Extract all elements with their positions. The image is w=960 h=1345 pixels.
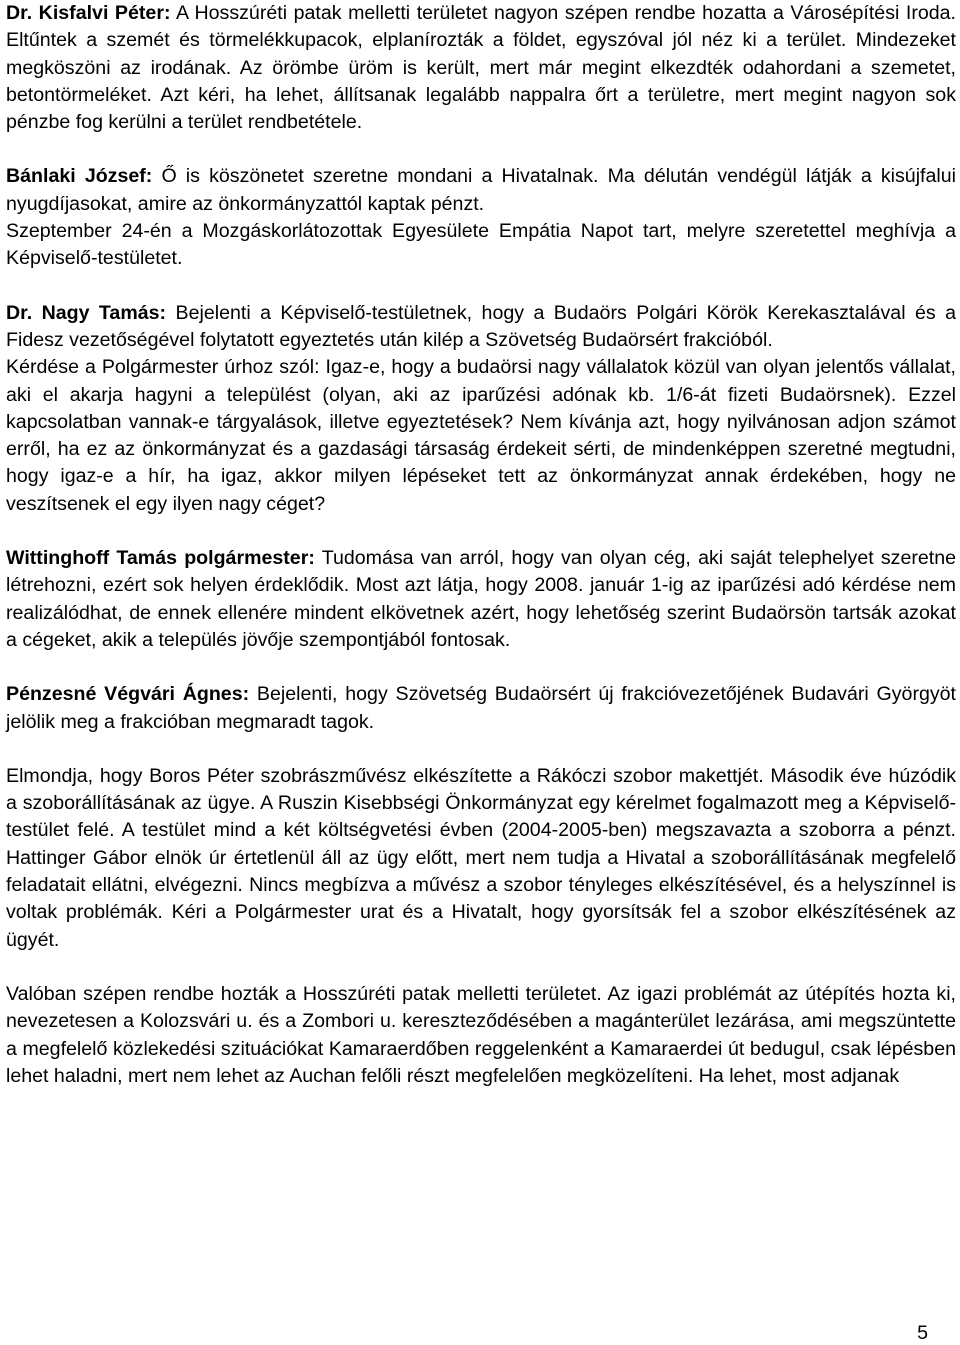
- paragraph-text: A Hosszúréti patak melletti területet nagyon szépen rendbe hozatta a Városépítési Iroda. Eltűntek a szemét és törmelékkupacok, elplanírozták a földet, egyszóval jól néz ki a terület. Mindezeket megköszöni az irodának. Az örömbe üröm is került, mert már megint elkezdték odahordani a szemetet, betontörmeléket. Azt kéri, ha lehet, állítsanak legalább nappalra őrt a területre, mert megint nagyon sok pénzbe fog kerülni a terület rendbetétele.: [6, 2, 956, 134]
- paragraph-text: Bejelenti, hogy Szövetség Budaörsért új frakcióvezetőjének Budavári Györgyöt jelölik meg a frakcióban megmaradt tagok.: [6, 683, 956, 733]
- paragraph-text: Bejelenti a Képviselő-testületnek, hogy a Budaörs Polgári Körök Kerekasztalával és a Fidesz vezetőségével folytatott egyeztetés után kilép a Szövetség Budaörsért frakcióból.: [6, 301, 957, 351]
- paragraph-gap: [6, 954, 956, 981]
- paragraph-banlaki: [6, 163, 956, 218]
- speaker-name: Bánlaki József:: [6, 165, 153, 188]
- paragraph-gap: [6, 518, 956, 545]
- paragraph-text: Kérdése a Polgármester úrhoz szól: Igaz-e, hogy a budaörsi nagy vállalatok közül van olyan jelentős vállalat, aki el akarja hagyni a települést (olyan, aki az iparűzési adónak kb. 1/6-át fizeti Budaörsnek). Ezzel kapcsolatban vannak-e tárgyalások, illetve egyeztetések? Nem kívánja azt, hogy nyilvánosan adjon számot erről, ha ez az önkormányzat és a gazdasági társaság érdekeit sérti, de mindenképpen szeretné megtudni, hogy igaz-e a hír, ha igaz, akkor milyen lépéseket tett az önkormányzat annak érdekében, hogy ne veszítsenek el egy ilyen nagy céget?: [6, 356, 956, 515]
- paragraph-penzesne: [6, 681, 956, 736]
- paragraph-wittinghoff: [6, 545, 956, 654]
- paragraph-text: Tudomása van arról, hogy van olyan cég, aki saját telephelyet szeretne létrehozni, ezért sok helyen érdeklődik. Most azt látja, hogy 2008. január 1-ig az iparűzési adó kérdése nem realizálódhat, de ennek ellenére mindent elkövetnek azért, hogy lehetőség szerint Budaörsön tartsák azokat a cégeket, akik a település jövője szempontjából fontosak.: [6, 547, 957, 651]
- speaker-name: Pénzesné Végvári Ágnes:: [6, 683, 250, 706]
- speaker-name: Dr. Kisfalvi Péter:: [6, 2, 171, 24]
- paragraph-gap: [6, 736, 956, 763]
- paragraph-gap: [6, 273, 956, 300]
- paragraph-text: Elmondja, hogy Boros Péter szobrászművész elkészítette a Rákóczi szobor makettjét. Második éve húzódik a szoborállításának az ügye. A Ruszin Kisebbségi Önkormányzat egy kérelmet fogalmazott meg a Képviselő-testület felé. A testület mind a két költségvetési évben (2004-2005-ben) megszavazta a szoborra a pénzt. Hattinger Gábor elnök úr értetlenül áll az ügy előtt, mert nem tudja a Hivatal a szoborállításának megfelelő feladatait ellátni, elvégezni. Nincs megbízva a művész a szobor tényleges elkészítésével, és a helyszínnel is voltak problémák. Kéri a Polgármester urat és a Hivatalt, hogy gyorsítsák fel a szobor elkészítésének az ügyét.: [6, 764, 956, 951]
- paragraph-elmondja: [6, 763, 956, 954]
- paragraph-nagy: [6, 300, 956, 355]
- paragraph-text: Szeptember 24-én a Mozgáskorlátozottak Egyesülete Empátia Napot tart, melyre szeretettel meghívja a Képviselő-testületet.: [6, 220, 956, 270]
- paragraph-gap: [6, 654, 956, 681]
- paragraph-szeptember: [6, 218, 956, 273]
- paragraph-kerdese: [6, 354, 956, 518]
- speaker-name: Wittinghoff Tamás polgármester:: [6, 547, 315, 570]
- paragraph-text: Valóban szépen rendbe hozták a Hosszúréti patak melletti területet. Az igazi problémát az útépítés hozta ki, nevezetesen a Kolozsvári u. és a Zombori u. kereszteződésében a magánterület lezárása, ami megszüntette a megfelelő közlekedési szituációkat Kamaraerdőben reggelenként a Kamaraerdei út bedugul, csak lépésben lehet haladni, mert nem lehet az Auchan felőli részt megfelelően megközelíteni. Ha lehet, most adjanak: [6, 982, 956, 1087]
- paragraph-text: Ő is köszönetet szeretne mondani a Hivatalnak. Ma délután vendégül látják a kisújfalui nyugdíjasokat, amire az önkormányzattól kaptak pénzt.: [6, 165, 956, 215]
- paragraph-kisfalvi: [6, 0, 956, 136]
- speaker-name: Dr. Nagy Tamás:: [6, 301, 167, 324]
- document-page: [6, 0, 956, 1090]
- page-number: 5: [917, 1322, 928, 1344]
- paragraph-gap: [6, 136, 956, 163]
- paragraph-valoban: [6, 981, 956, 1090]
